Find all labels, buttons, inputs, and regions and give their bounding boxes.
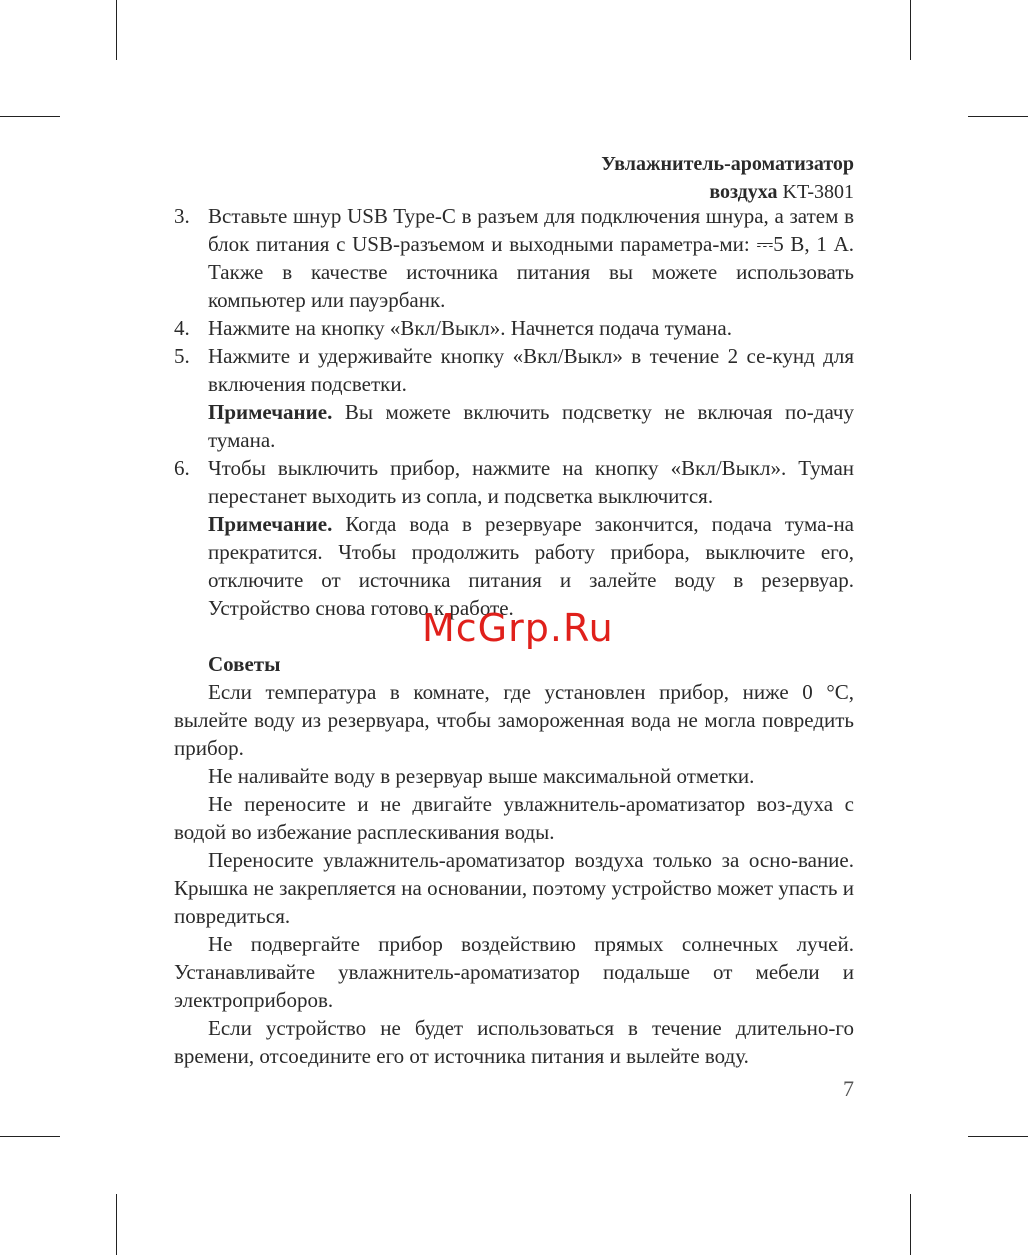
step-number: 6.	[174, 456, 190, 480]
tips-paragraph: Переносите увлажнитель-ароматизатор воздуха только за осно-вание. Крышка не закрепляется на основании, поэтому устройство может упасть и повредиться.	[174, 848, 854, 928]
step-number: 5.	[174, 344, 190, 368]
step-number: 4.	[174, 316, 190, 340]
crop-mark	[910, 1194, 911, 1255]
note-text: Когда вода в резервуаре закончится, подача тума-на прекратится. Чтобы продолжить работу прибора, выключите его, отключите от источника питания и залейте воду в резервуар. Устройство снова готово к работе.	[208, 512, 854, 620]
note-label: Примечание.	[208, 512, 333, 536]
step-note	[174, 398, 854, 454]
crop-mark	[968, 116, 1028, 117]
step-item	[174, 454, 854, 510]
step-text: Нажмите на кнопку «Вкл/Выкл». Начнется подача тумана.	[208, 316, 732, 340]
step-text: Вставьте шнур USB Type-C в разъем для подключения шнура, а затем в блок питания с USB-разъемом и выходными параметра-ми: ⎓5 В, 1 А. Также в качестве источника питания вы можете использовать компьютер или пауэрбанк.	[208, 204, 854, 312]
crop-mark	[968, 1136, 1028, 1137]
tips-paragraph: Не подвергайте прибор воздействию прямых солнечных лучей. Устанавливайте увлажнитель-ароматизатор подальше от мебели и электроприборов.	[174, 932, 854, 1012]
tips-paragraph: Если температура в комнате, где установлен прибор, ниже 0 °С, вылейте воду из резервуара, чтобы замороженная вода не могла повредить прибор.	[174, 680, 854, 760]
note-label: Примечание.	[208, 400, 333, 424]
step-text: Чтобы выключить прибор, нажмите на кнопку «Вкл/Выкл». Туман перестанет выходить из сопла, и подсветка выключится.	[208, 456, 854, 508]
header-title-line1: Увлажнитель-ароматизатор	[601, 153, 854, 175]
tips-paragraph: Не наливайте воду в резервуар выше максимальной отметки.	[208, 764, 755, 788]
crop-mark	[116, 0, 117, 60]
header-model: KT-3801	[782, 181, 854, 203]
tips-paragraph: Если устройство не будет использоваться в течение длительно-го времени, отсоедините его от источника питания и вылейте воду.	[174, 1016, 854, 1068]
running-header	[434, 150, 854, 206]
note-text: Вы можете включить подсветку не включая по-дачу тумана.	[208, 400, 854, 452]
watermark: McGrp.Ru	[422, 606, 614, 650]
step-text: Нажмите и удерживайте кнопку «Вкл/Выкл» в течение 2 се-кунд для включения подсветки.	[208, 344, 854, 396]
tips-paragraph: Не переносите и не двигайте увлажнитель-ароматизатор воз-духа с водой во избежание расплескивания воды.	[174, 792, 854, 844]
header-title-bold: воздуха	[709, 181, 778, 203]
step-number: 3.	[174, 204, 190, 228]
crop-mark	[910, 0, 911, 60]
page-number: 7	[843, 1076, 854, 1101]
step-item	[174, 342, 854, 398]
step-item	[174, 314, 854, 342]
crop-mark	[0, 1136, 60, 1137]
crop-mark	[0, 116, 60, 117]
step-item	[174, 202, 854, 314]
crop-mark	[116, 1194, 117, 1255]
tips-heading: Советы	[208, 652, 281, 676]
